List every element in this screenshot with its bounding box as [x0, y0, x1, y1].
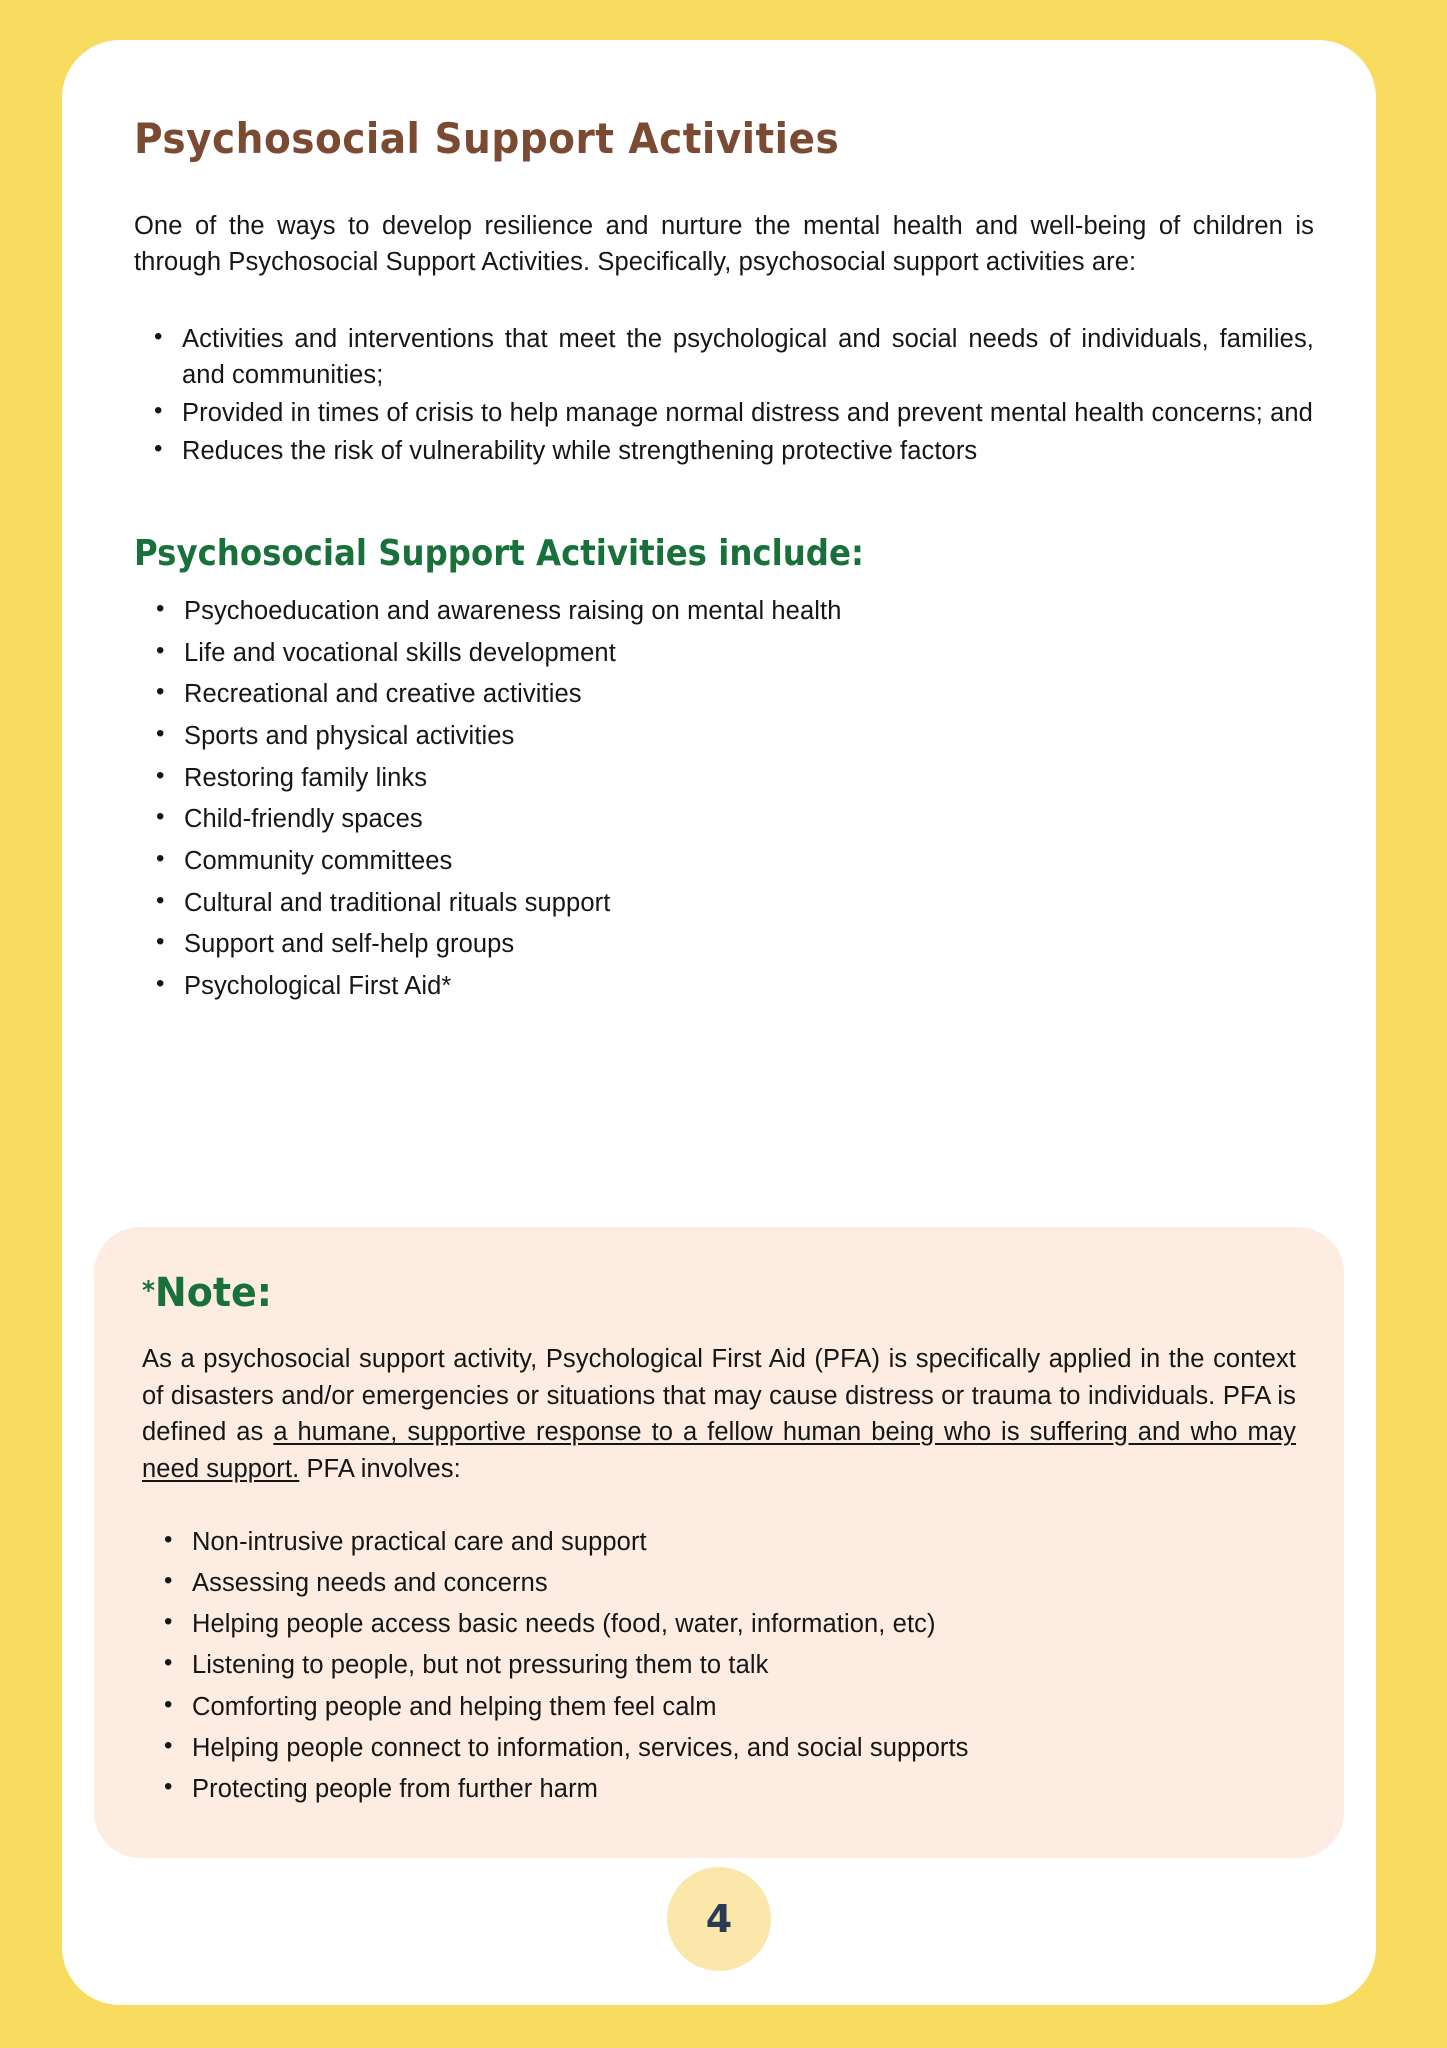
asterisk-marker: * — [142, 1276, 155, 1306]
activities-heading: Psychosocial Support Activities include: — [134, 533, 864, 575]
note-paragraph-after: PFA involves: — [299, 1455, 461, 1484]
intro-paragraph: One of the ways to develop resilience and nurture the mental health and well-being of children is through Psychosocial Support Activities. Specifically, psychosocial support activities are: — [134, 212, 1314, 277]
list-item: • Community committees — [134, 843, 1314, 879]
list-item: • Child-friendly spaces — [134, 801, 1314, 837]
list-item: • Listening to people, but not pressuring them to talk — [142, 1647, 1296, 1683]
list-item: • Helping people access basic needs (food, water, information, etc) — [142, 1606, 1296, 1642]
note-paragraph-underlined: a humane, supportive response to a fellow human being who is suffering and who may need support. — [142, 1418, 1296, 1484]
list-item: • Psychological First Aid* — [134, 968, 1314, 1004]
list-item: • Life and vocational skills development — [134, 635, 1314, 671]
note-paragraph — [142, 1341, 1296, 1488]
list-item: • Helping people connect to information, services, and social supports — [142, 1730, 1296, 1766]
card-content — [134, 116, 1314, 1010]
list-item: • Non-intrusive practical care and support — [142, 1524, 1296, 1560]
definition-bullet-list — [134, 321, 1314, 470]
content-card — [62, 40, 1376, 2005]
list-item: • Reduces the risk of vulnerability while strengthening protective factors — [134, 433, 1314, 469]
page-number-badge: 4 — [667, 1867, 771, 1971]
section-spacer — [134, 471, 1314, 533]
list-item: • Psychoeducation and awareness raising on mental health — [134, 593, 1314, 629]
list-item: • Cultural and traditional rituals support — [134, 885, 1314, 921]
list-item: • Support and self-help groups — [134, 926, 1314, 962]
list-item: • Provided in times of crisis to help manage normal distress and prevent mental health concerns; and — [134, 395, 1314, 431]
list-item: • Comforting people and helping them feel calm — [142, 1689, 1296, 1725]
activities-list — [134, 593, 1314, 1005]
list-item: • Activities and interventions that meet the psychological and social needs of individuals, families, and communities; — [134, 321, 1314, 393]
list-item: • Recreational and creative activities — [134, 676, 1314, 712]
page-title: Psychosocial Support Activities — [134, 114, 840, 163]
note-heading — [142, 1271, 1238, 1315]
list-item: • Protecting people from further harm — [142, 1771, 1296, 1807]
note-heading-label: Note: — [154, 1270, 272, 1316]
pfa-involves-list — [142, 1524, 1296, 1807]
list-item: • Sports and physical activities — [134, 718, 1314, 754]
note-paragraph-before: As a psychosocial support activity, Psychological First Aid (PFA) is specifically applied in the context of disasters and/or emergencies or situations that may cause distress or trauma to individuals. PFA is defined as — [142, 1345, 1296, 1447]
note-callout-box — [94, 1227, 1344, 1858]
list-item: • Restoring family links — [134, 760, 1314, 796]
list-item: • Assessing needs and concerns — [142, 1565, 1296, 1601]
